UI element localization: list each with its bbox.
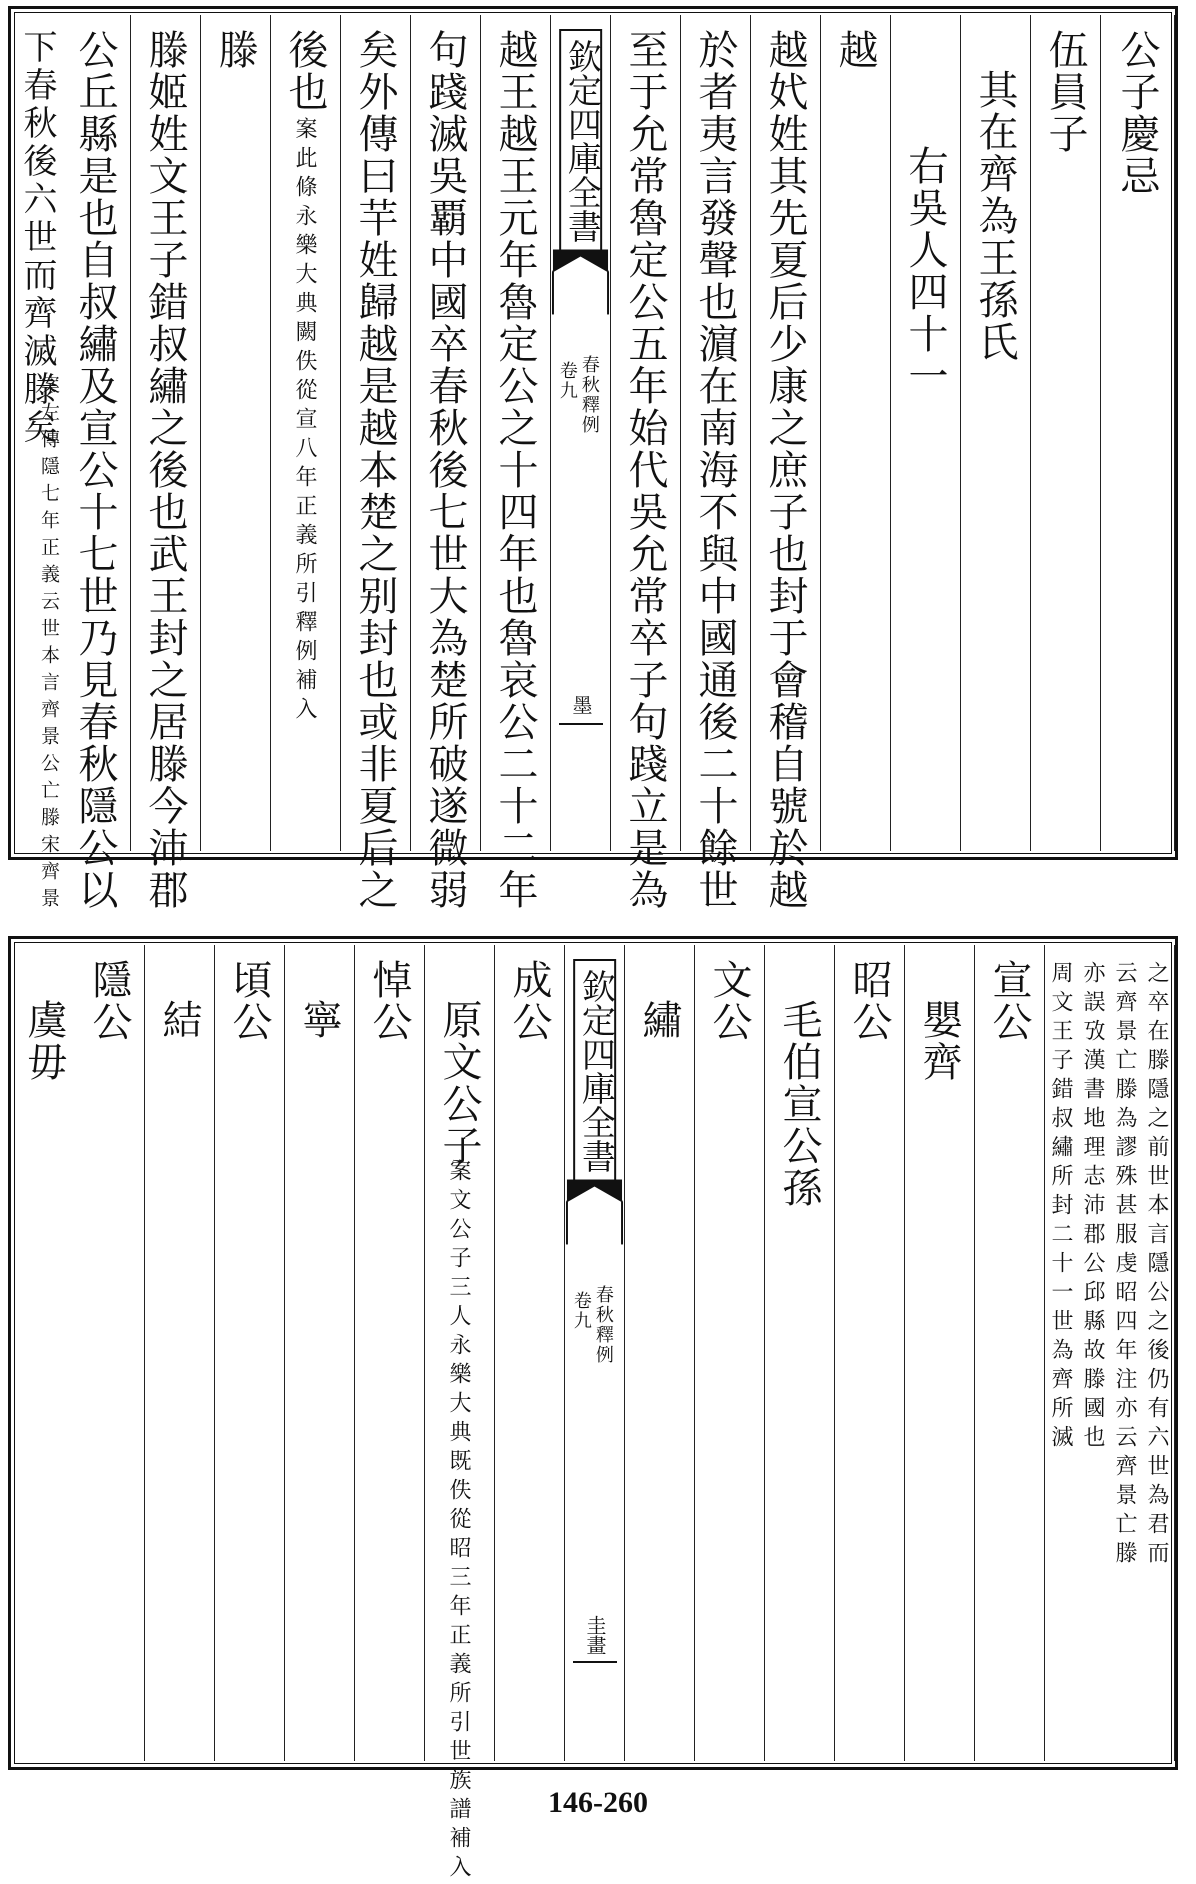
section-title: 春秋釋例	[578, 355, 600, 435]
column-text: 繡	[636, 999, 682, 1041]
column-text: 於者夷言發聲也濵在南海不與中國通後二十餘世	[692, 29, 738, 911]
column-text: 毛伯宣公孫	[776, 999, 822, 1209]
column-text: 虞毋	[21, 999, 67, 1083]
column-14	[201, 15, 271, 851]
annotation-line-1: 之卒在滕隱之前世本言隱公之後仍有六世為君而	[1144, 961, 1169, 1570]
column-text: 至于允常魯定公五年始代吳允常卒子句踐立是為	[622, 29, 668, 911]
column-text: 公子慶忌	[1114, 29, 1160, 197]
column-1	[1101, 15, 1175, 851]
column-text: 伍員子	[1042, 29, 1088, 155]
volume-label: 卷九	[570, 1291, 592, 1331]
column-text: 隱公	[86, 959, 132, 1043]
annotation: 案左傳隱七年正義云世本言齊景公亡滕宋齊景	[38, 375, 60, 915]
page-footer-number: 146-260	[548, 1786, 648, 1819]
column-11	[355, 945, 425, 1761]
column-text: 公丘縣是也自叔繡及宣公十七世乃見春秋隱公以	[72, 29, 118, 911]
column-text: 成公	[506, 959, 552, 1043]
column-4	[891, 15, 961, 851]
column-text: 越	[832, 29, 878, 71]
column-text: 悼公	[366, 959, 412, 1043]
column-6	[695, 945, 765, 1761]
annotation-line-4: 周文王子錯叔繡所封二十一世為齊所滅	[1048, 961, 1073, 1454]
column-3	[905, 945, 975, 1761]
column-text: 矣外傳曰芉姓歸越是越本楚之别封也或非夏后之	[352, 29, 398, 911]
column-7	[681, 15, 751, 911]
column-5	[821, 15, 891, 851]
column-text: 文公	[706, 959, 752, 1043]
column-7	[625, 945, 695, 1761]
column-16	[14, 945, 75, 1761]
column-text: 滕姬姓文王子錯叔繡之後也武王封之居滕今沛郡	[142, 29, 188, 911]
column-9	[495, 945, 565, 1761]
column-text: 句踐滅吳覇中國卒春秋後七世大為楚所破遂微弱	[422, 29, 468, 911]
column-6	[751, 15, 821, 911]
column-15	[75, 945, 145, 1761]
page-number-rule	[559, 723, 603, 725]
column-4	[835, 945, 905, 1761]
column-text: 宣公	[986, 959, 1032, 1043]
fish-tail-icon	[565, 1177, 624, 1247]
center-fold-column	[565, 945, 625, 1761]
book-title: 欽定四庫全書	[559, 29, 603, 253]
column-text: 越㚤姓其先夏后少康之庶子也封于會稽自號於越	[762, 29, 808, 911]
column-14	[145, 945, 215, 1761]
annotation-line-3: 亦誤攷漢書地理志沛郡公邱縣故滕國也	[1080, 961, 1105, 1454]
column-text: 嬰齊	[916, 999, 962, 1083]
column-text: 其在齊為王孫氏	[972, 69, 1018, 363]
column-13	[215, 945, 285, 1761]
column-text: 越王越王元年魯定公之十四年也魯哀公二十二年	[492, 29, 538, 911]
column-text: 後也	[282, 29, 328, 113]
column-11	[411, 15, 481, 911]
page-top	[8, 6, 1178, 915]
book-title: 欽定四庫全書	[573, 959, 617, 1183]
annotation-line-2: 云齊景亡滕為謬殊甚服虔昭四年注亦云齊景亡滕	[1112, 961, 1137, 1570]
center-fold-column	[551, 15, 611, 851]
column-17	[14, 15, 61, 915]
column-text: 結	[156, 999, 202, 1041]
column-text: 寧	[296, 999, 342, 1041]
annotation-block	[1045, 945, 1175, 1761]
column-13	[271, 15, 341, 851]
volume-label: 卷九	[556, 361, 578, 401]
column-5	[765, 945, 835, 1761]
fish-tail-icon	[551, 247, 610, 317]
page-number: 圭畫	[583, 1615, 607, 1655]
column-10	[425, 945, 495, 1884]
column-10	[481, 15, 551, 911]
annotation: 案文公子三人永樂大典既佚從昭三年正義所引世族譜補入	[446, 1159, 471, 1884]
section-title: 春秋釋例	[592, 1285, 614, 1365]
column-15	[131, 15, 201, 911]
column-3	[961, 15, 1031, 851]
column-16	[61, 15, 131, 911]
column-2	[975, 945, 1045, 1761]
column-12	[285, 945, 355, 1761]
page-number: 墨	[569, 695, 593, 715]
column-text: 昭公	[846, 959, 892, 1043]
column-text: 右吳人四十一	[902, 145, 948, 397]
column-8	[611, 15, 681, 911]
column-12	[341, 15, 411, 911]
column-text: 原文公子	[436, 999, 482, 1167]
annotation: 案此條永樂大典闕佚從宣八年正義所引釋例補入	[292, 117, 317, 726]
column-text: 滕	[212, 29, 258, 71]
column-text: 下春秋後六世而齊滅滕矣	[17, 29, 57, 447]
column-2	[1031, 15, 1101, 851]
column-text: 頃公	[226, 959, 272, 1043]
page-number-rule	[573, 1661, 617, 1663]
